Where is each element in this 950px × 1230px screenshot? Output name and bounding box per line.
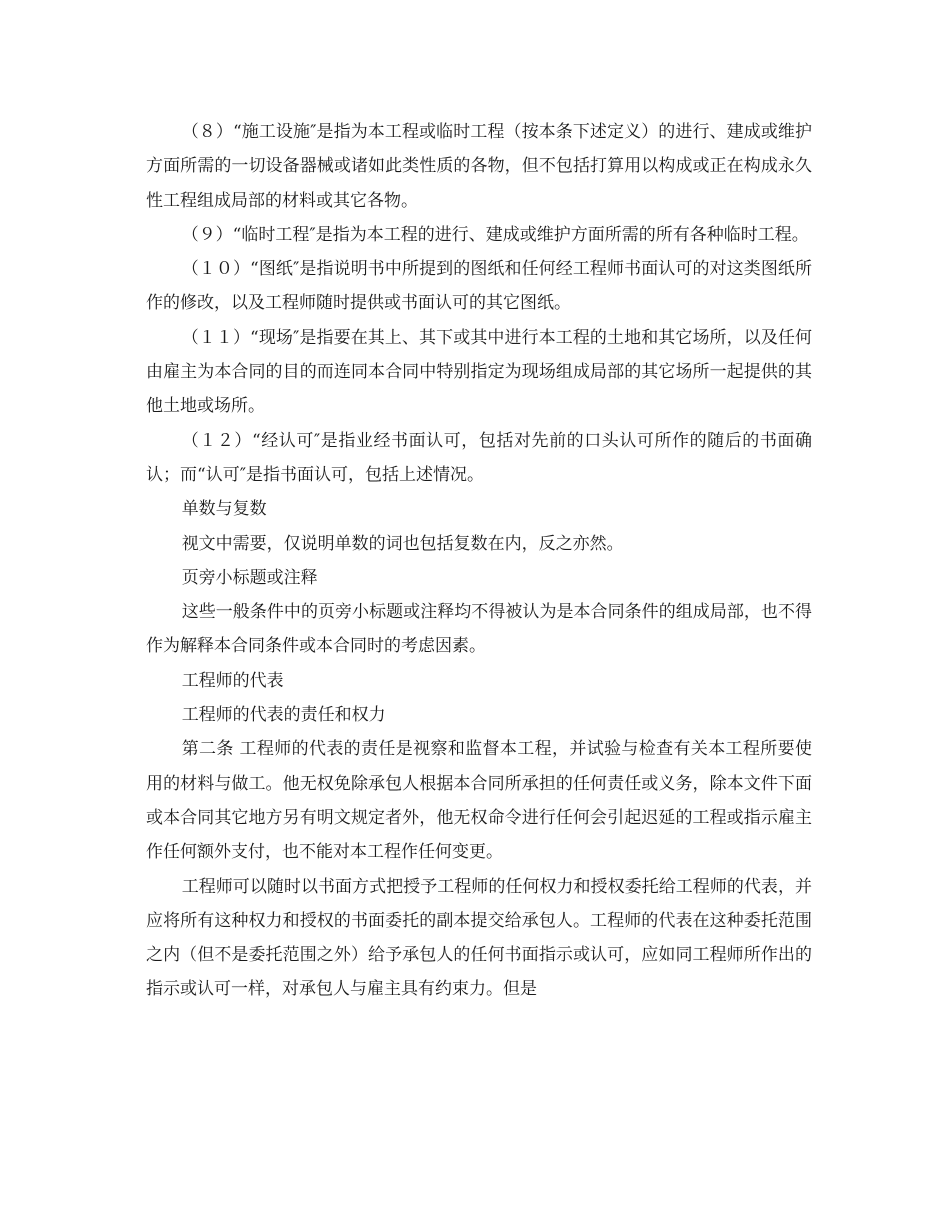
article-2-duties: 第二条 工程师的代表的责任是视察和监督本工程，并试验与检查有关本工程所要使用的材料与做工。他无权免除承包人根据本合同所承担的任何责任或义务，除本文件下面或本合同其它地方另有明文规定者外，他无权命令进行任何会引起迟延的工程或指示雇主作任何额外支付，也不能对本工程作任何变更。 xyxy=(146,739,812,863)
heading-marginal-notes: 页旁小标题或注释 xyxy=(181,567,318,588)
clause-9-temporary-works: （９）“临时工程″是指为本工程的进行、建成或维护方面所需的所有各种临时工程。 xyxy=(181,224,809,245)
document-body xyxy=(146,115,812,1007)
clause-12-approved: （１２）“经认可″是指业经书面认可，包括对先前的口头认可所作的随后的书面确认；而“认可″是指书面认可，包括上述情况。 xyxy=(146,430,812,485)
heading-singular-plural: 单数与复数 xyxy=(181,499,267,520)
heading-engineers-representative: 工程师的代表 xyxy=(181,670,284,691)
paragraph-marginal-notes: 这些一般条件中的页旁小标题或注释均不得被认为是本合同条件的组成局部，也不得作为解释本合同条件或本合同时的考虑因素。 xyxy=(146,602,812,657)
clause-10-drawings: （１０）“图纸″是指说明书中所提到的图纸和任何经工程师书面认可的对这类图纸所作的修改，以及工程师随时提供或书面认可的其它图纸。 xyxy=(146,259,812,314)
paragraph-delegation: 工程师可以随时以书面方式把授予工程师的任何权力和授权委托给工程师的代表，并应将所有这种权力和授权的书面委托的副本提交给承包人。工程师的代表在这种委托范围之内（但不是委托范围之外）给予承包人的任何书面指示或认可，应如同工程师所作出的指示或认可一样，对承包人与雇主具有约束力。但是 xyxy=(146,876,812,1000)
clause-8-construction-facilities: （８）“施工设施″是指为本工程或临时工程（按本条下述定义）的进行、建成或维护方面所需的一切设备器械或诸如此类性质的各物，但不包括打算用以构成或正在构成永久性工程组成局部的材料或其它各物。 xyxy=(146,122,812,211)
paragraph-singular-plural: 视文中需要，仅说明单数的词也包括复数在内，反之亦然。 xyxy=(181,533,624,554)
heading-duties-and-powers: 工程师的代表的责任和权力 xyxy=(181,705,386,726)
clause-11-site: （１１）“现场″是指要在其上、其下或其中进行本工程的土地和其它场所，以及任何由雇主为本合同的目的而连同本合同中特别指定为现场组成局部的其它场所一起提供的其他土地或场所。 xyxy=(146,327,812,417)
